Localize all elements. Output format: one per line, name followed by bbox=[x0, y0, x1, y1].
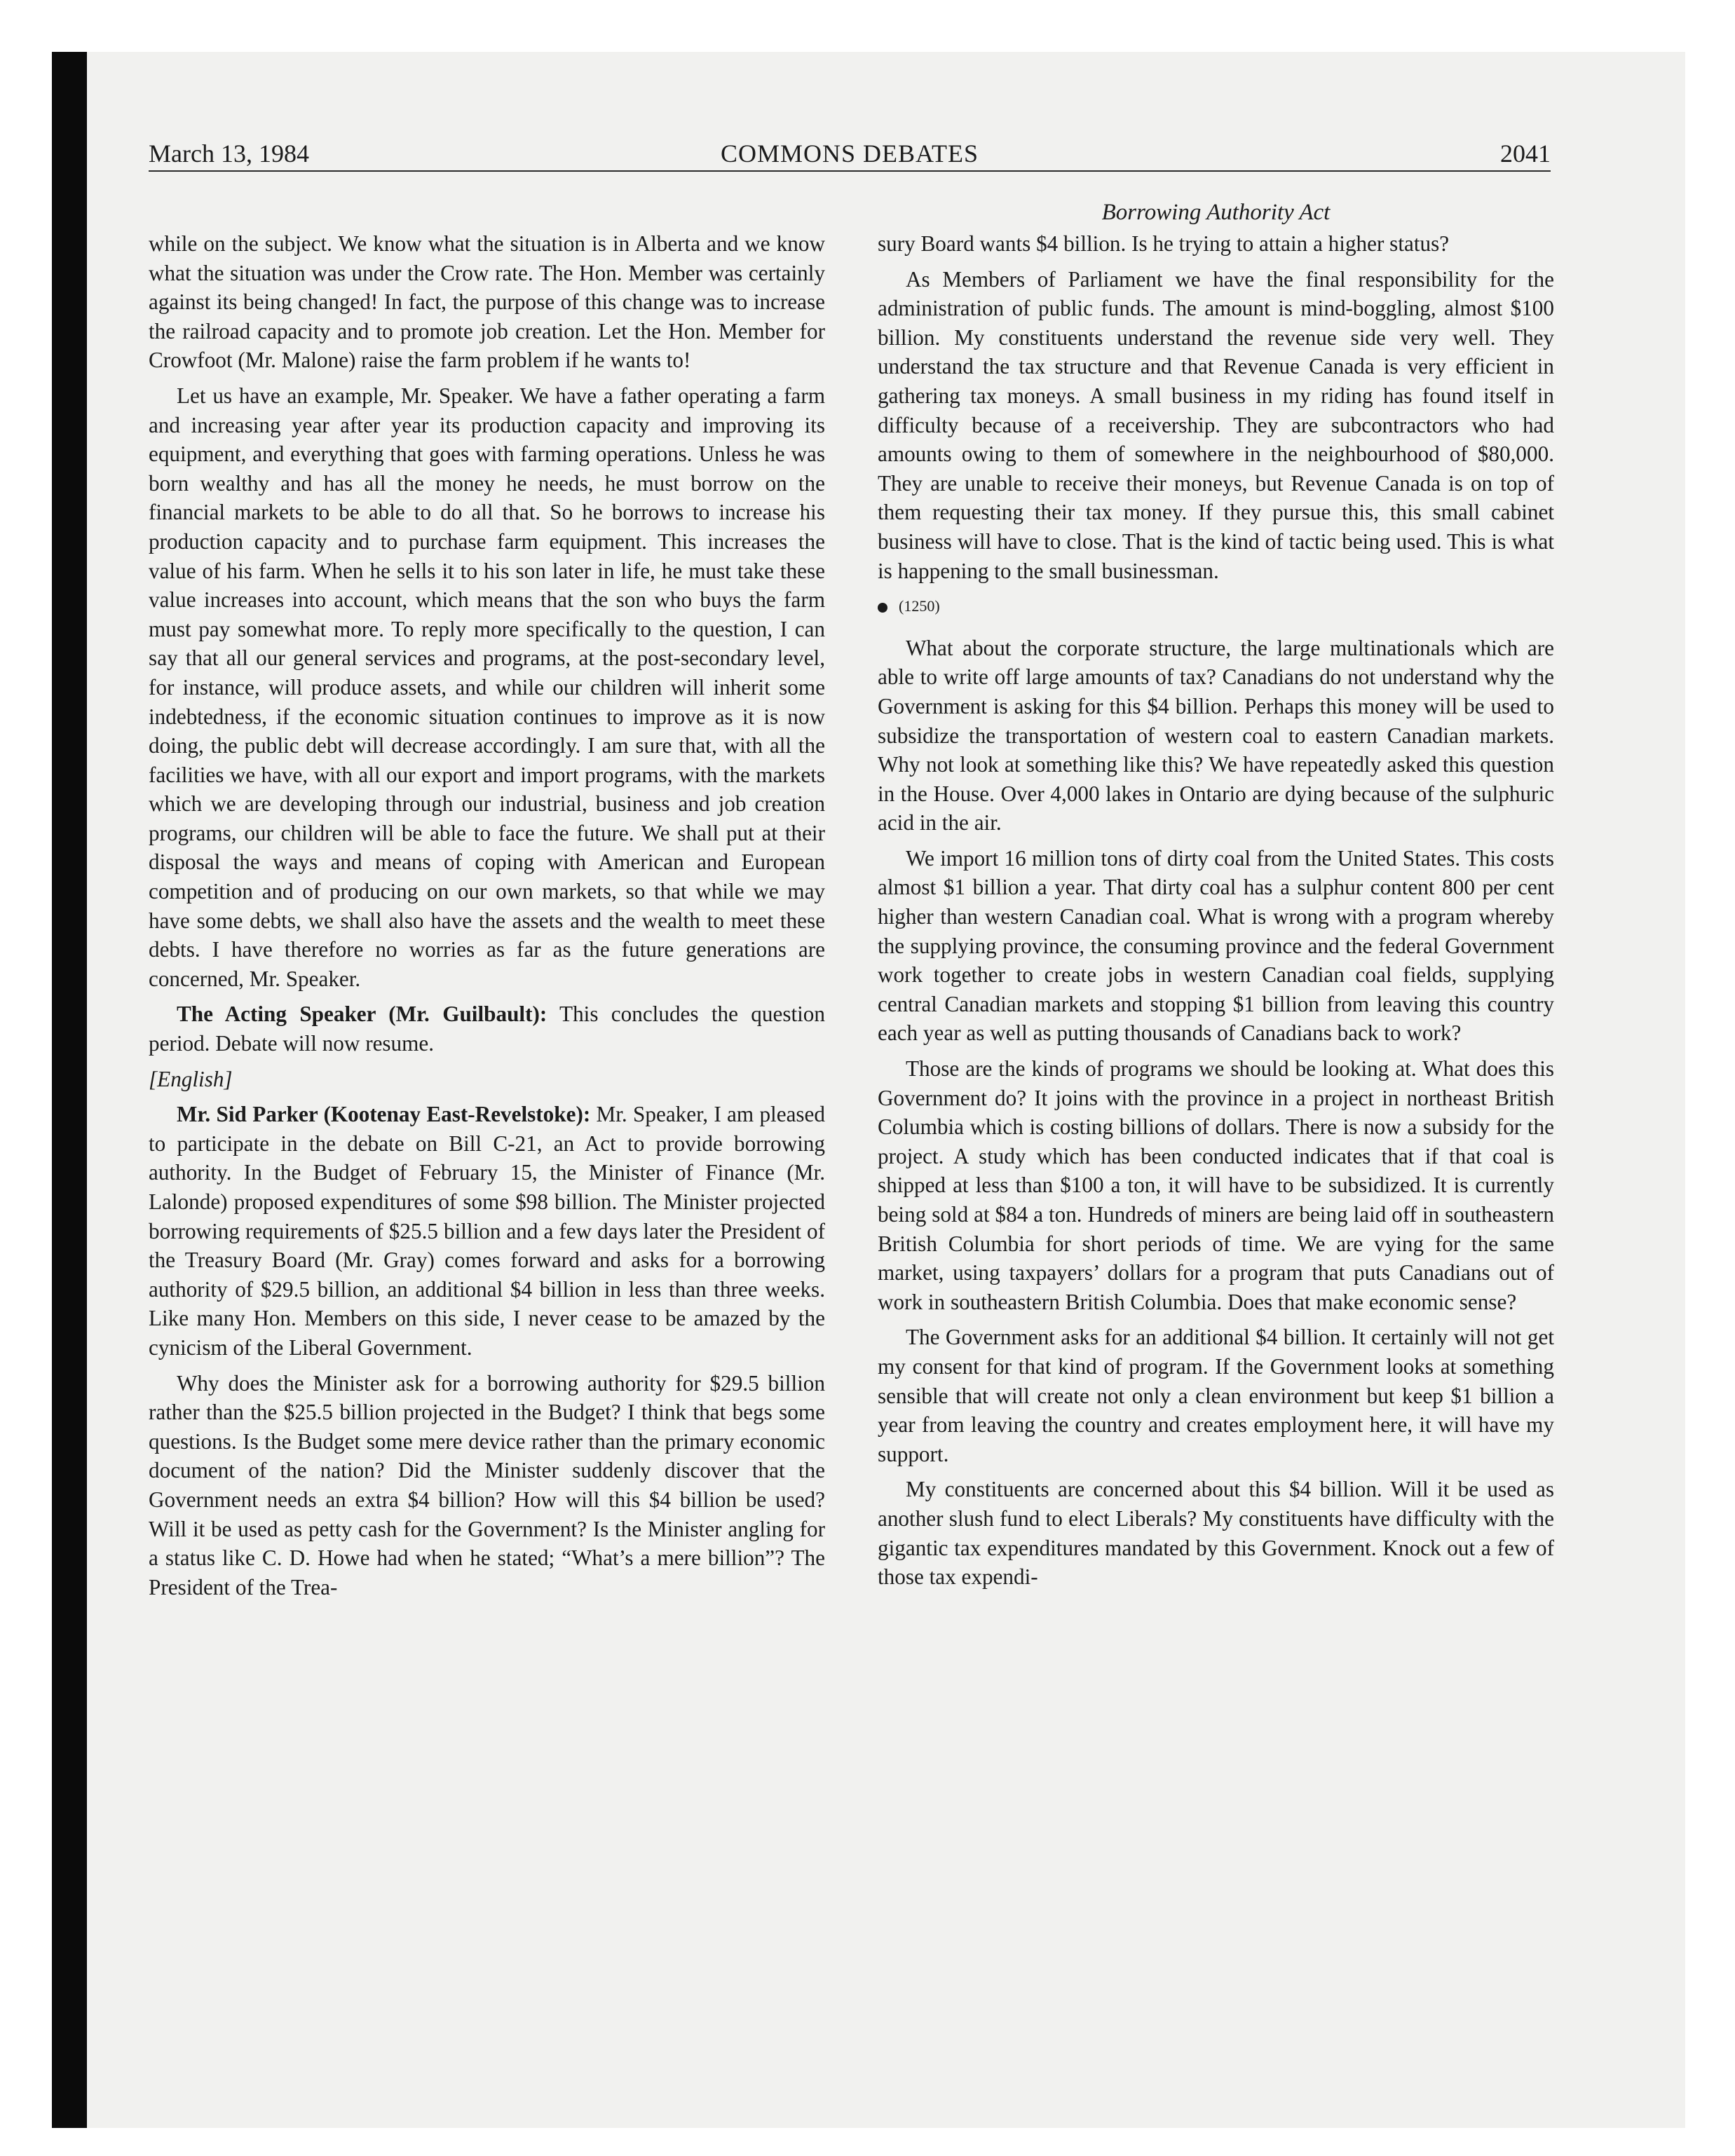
header-page-number: 2041 bbox=[1500, 139, 1551, 168]
paragraph: What about the corporate structure, the large multinationals which are able to write off large amounts of tax? Canadians do not understand why the Government is asking for this $4 billion. Perhaps this money will be used to subsidize the transportation of western coal to eastern Canadian markets. Why not look at something like this? We have repeatedly asked this question in the House. Over 4,000 lakes in Ontario are dying because of the sulphuric acid in the air. bbox=[878, 635, 1554, 835]
header-rule bbox=[149, 170, 1551, 172]
page-header bbox=[149, 137, 1551, 172]
paragraph bbox=[149, 1100, 825, 1362]
left-column bbox=[149, 229, 825, 1608]
paragraph: Let us have an example, Mr. Speaker. We have a father operating a farm and increasing year after year its production capacity and improving its equipment, and everything that goes with farming operations. Unless he was born wealthy and has all the money he needs, he must borrow on the financial markets to be able to do all that. So he borrows to increase his production capacity and to purchase farm equipment. This increases the value of his farm. When he sells it to his son later in life, he must take these value increases into account, which means that the son who buys the farm must pay somewhat more. To reply more specifically to the question, I can say that all our general services and programs, at the post-secondary level, for instance, will produce assets, and while our children will inherit some indebtedness, if the economic situation continues to improve as it is now doing, the public debt will decrease accordingly. I am sure that, with all the facilities we have, with all our export and import programs, with the markets which we are developing through our industrial, business and job creation programs, our children will be able to face the future. We shall put at their disposal the ways and means of coping with American and European competition and of producing on our own markets, so that while we may have some debts, we shall also have the assets and the wealth to meet these debts. I have therefore no worries as far as the future generations are concerned, Mr. Speaker. bbox=[149, 383, 825, 991]
paragraph: The Government asks for an additional $4 billion. It certainly will not get my consent for that kind of program. If the Government looks at something sensible that will create not only a clean environment but keep $1 billion a year from leaving the country and creates employment here, it will have my support. bbox=[878, 1325, 1554, 1466]
paragraph: Those are the kinds of programs we should be looking at. What does this Government do? It joins with the province in a project in northeast British Columbia which is costing billions of dollars. There is now a subsidy for the project. A study which has been conducted indicates that if that coal is shipped at less than $100 a ton, it will have to be subsidized. It is currently being sold at $84 a ton. Hundreds of miners are being laid off in southeastern British Columbia for short periods of time. We are vying for the same market, using taxpayers’ dollars for a program that puts Canadians out of work in southeastern British Columbia. Does that make economic sense? bbox=[878, 1056, 1554, 1314]
time-marker-text: (1250) bbox=[899, 597, 940, 615]
speaker-name: Mr. Sid Parker (Kootenay East-Revelstoke): bbox=[177, 1102, 591, 1127]
header-date: March 13, 1984 bbox=[149, 139, 309, 168]
speech-text: Mr. Speaker, I am pleased to participate in the debate on Bill C-21, an Act to provide borrowing authority. In the Budget of February 15, the Minister of Finance (Mr. Lalonde) proposed expenditures of some $98 billion. The Minister projected borrowing requirements of $25.5 billion and a few days later the President of the Treasury Board (Mr. Gray) comes forward and asks for a borrowing authority of $29.5 billion, an additional $4 billion in less than three weeks. Like many Hon. Members on this side, I never cease to be amazed by the cynicism of the Liberal Government. bbox=[149, 1102, 825, 1360]
bullet-icon bbox=[878, 603, 887, 613]
paragraph: Why does the Minister ask for a borrowing authority for $29.5 billion rather than the $25.5 billion projected in the Budget? I think that begs some questions. Is the Budget some mere device rather than the primary economic document of the nation? Did the Minister suddenly discover that the Government needs an extra $4 billion? How will this $4 billion be used? Will it be used as petty cash for the Government? Is the Minister angling for a status like C. D. Howe had when he stated; “What’s a mere billion”? The President of the Trea- bbox=[149, 1370, 825, 1599]
paragraph bbox=[149, 999, 825, 1058]
paragraph: We import 16 million tons of dirty coal from the United States. This costs almost $1 billion a year. That dirty coal has a sulphur content 800 per cent higher than western Canadian coal. What is wrong with a program whereby the supplying province, the consuming province and the federal Government work together to create jobs in western Canadian coal fields, supplying central Canadian markets and stopping $1 billion from leaving this country each year as well as putting thousands of Canadians back to work? bbox=[878, 845, 1554, 1046]
speaker-name: The Acting Speaker (Mr. Guilbault): bbox=[177, 1002, 547, 1027]
time-marker bbox=[878, 592, 1554, 621]
paragraph: sury Board wants $4 billion. Is he trying to attain a higher status? bbox=[878, 231, 1450, 256]
running-head: Borrowing Authority Act bbox=[1101, 200, 1331, 225]
document-page bbox=[149, 137, 1554, 2029]
header-publication: COMMONS DEBATES bbox=[720, 139, 979, 168]
right-column bbox=[878, 229, 1554, 1598]
language-marker: [English] bbox=[149, 1066, 233, 1091]
paragraph: while on the subject. We know what the situation is in Alberta and we know what the situation was under the Crow rate. The Hon. Member was certainly against its being changed! In fact, the purpose of this change was to increase the railroad capacity and to promote job creation. Let the Hon. Member for Crowfoot (Mr. Malone) raise the farm problem if he wants to! bbox=[149, 231, 825, 373]
paragraph: My constituents are concerned about this $4 billion. Will it be used as another slush fund to elect Liberals? My constituents have difficulty with the gigantic tax expenditures mandated by this Government. Knock out a few of those tax expendi- bbox=[878, 1477, 1554, 1590]
binding-edge-shadow bbox=[52, 52, 87, 2128]
paragraph: As Members of Parliament we have the final responsibility for the administration of public funds. The amount is mind-boggling, almost $100 billion. My constituents understand the revenue side very well. They understand the tax structure and that Revenue Canada is very efficient in gathering tax moneys. A small business in my riding has found itself in difficulty because of a receivership. They are subcontractors who had amounts owing to them of somewhere in the neighbourhood of $80,000. They are unable to receive their moneys, but Revenue Canada is on top of them requesting their tax money. If they pursue this, this small cabinet business will have to close. That is the kind of tactic being used. This is what is happening to the small businessman. bbox=[878, 266, 1554, 583]
speech-text: This concludes the question period. Debate will now resume. bbox=[149, 1002, 825, 1056]
